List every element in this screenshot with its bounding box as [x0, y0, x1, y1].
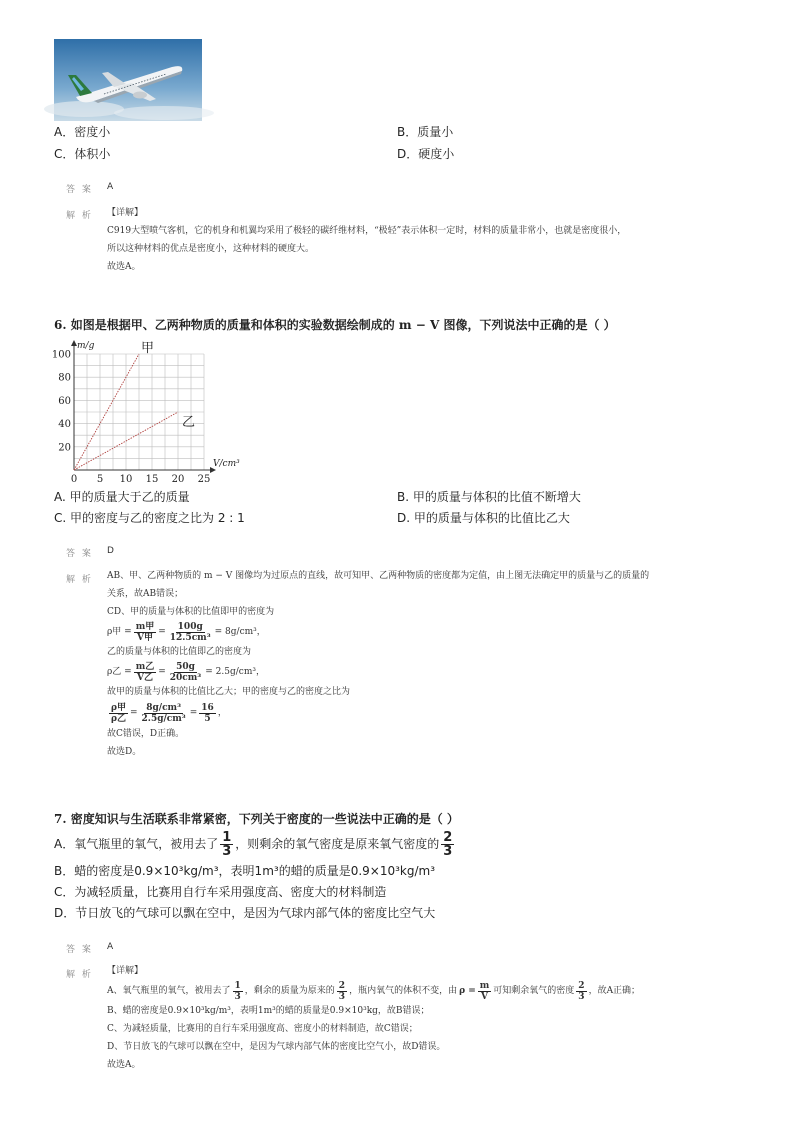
denominator: 3: [222, 843, 232, 859]
q7-explain-line: C、为减轻质量，比赛用的自行车采用强度高、密度小的材料制造，故C错误；: [107, 1024, 418, 1034]
q6-explain-tag: 解 析: [66, 575, 93, 585]
eq-sign: =: [189, 708, 198, 718]
q5-explain-line: 故选A。: [107, 262, 141, 272]
eq-sign: =: [158, 627, 166, 637]
eq-sign: =: [130, 708, 138, 718]
q5-explain-tag: 解 析: [66, 211, 93, 221]
q5-explain-line: C919大型喷气客机，它的机身和机翼均采用了极轻的碳纤维材料，“极轻”表示体积一定时，材料的质量非常小，也就是密度很小，: [107, 226, 627, 236]
q7-title: 7. 密度知识与生活联系非常紧密，下列关于密度的一些说法中正确的是（ ）: [54, 812, 459, 826]
denominator: V: [481, 991, 488, 1002]
q6-explain-line: 故C错误，D正确。: [107, 729, 185, 739]
y-tick-label: 80: [58, 372, 71, 384]
q6-explain-line: CD、甲的质量与体积的比值即甲的密度为: [107, 607, 275, 617]
eq-lhs: ρ乙 =: [107, 667, 132, 677]
q5-option-d[interactable]: D．硬度小: [397, 147, 455, 161]
numerator: 8g/cm³: [146, 702, 182, 713]
denominator: ρ乙: [111, 713, 126, 724]
q6-chart-svg: [51, 336, 254, 486]
q5-explain: [107, 204, 626, 276]
q7-option-d[interactable]: D．节日放飞的气球可以飘在空中，是因为气球内部气体的密度比空气大: [54, 906, 436, 920]
y-tick-label: 60: [58, 395, 71, 407]
fraction-one-third: [220, 831, 233, 858]
eq-result: = 2.5g/cm³，: [205, 667, 265, 677]
q7-answer-tag: 答 案: [66, 945, 93, 955]
fraction: [233, 981, 243, 1002]
series-label: 甲: [141, 341, 155, 356]
numerator: 16: [201, 702, 214, 713]
q7-option-c[interactable]: C．为减轻质量，比赛用自行车采用强度高、密度大的材料制造: [54, 885, 387, 899]
denominator: 3: [338, 991, 346, 1002]
numerator: 2: [443, 829, 453, 845]
q7-explain-line: B、蜡的密度是0.9×10³kg/m³，表明1m³的蜡的质量是0.9×10³kg，故B错误；: [107, 1006, 430, 1016]
x-tick-label: 10: [119, 474, 133, 485]
fraction: [168, 622, 213, 643]
rho-symbol: ρ =: [459, 986, 476, 996]
y-axis-label: m/g: [77, 341, 95, 351]
x-tick-label: 20: [171, 474, 185, 485]
q7-explain-line-a: [107, 980, 640, 1002]
q7-explain: [107, 962, 640, 1074]
numerator: 50g: [176, 661, 195, 672]
eq-sign: =: [158, 667, 166, 677]
q6-eq1: [107, 621, 649, 643]
q6-chart: [51, 336, 254, 486]
numerator: 1: [222, 829, 232, 845]
text: 可知剩余氧气的密度: [493, 986, 575, 996]
y-tick-label: 40: [58, 419, 71, 431]
q7-option-a-pre: A．氧气瓶里的氧气，被用去了: [54, 837, 219, 851]
q6-option-b[interactable]: B. 甲的质量与体积的比值不断增大: [397, 490, 581, 504]
q7-option-a[interactable]: [54, 830, 456, 858]
q5-option-b[interactable]: B．质量小: [397, 125, 454, 139]
airplane-photo: [54, 39, 202, 121]
y-tick-label: 100: [51, 349, 71, 361]
q6-option-d[interactable]: D. 甲的质量与体积的比值比乙大: [397, 511, 570, 525]
fraction: [140, 703, 188, 724]
fraction: [199, 703, 216, 724]
q7-option-b[interactable]: B．蜡的密度是0.9×10³kg/m³，表明1m³的蜡的质量是0.9×10³kg/m³: [54, 864, 436, 878]
eq-result: = 8g/cm³，: [214, 627, 266, 637]
denominator: 12.5cm³: [169, 632, 211, 643]
fraction: [337, 981, 347, 1002]
text: ，剩余的质量为原来的: [244, 986, 335, 996]
q7-explain-line: 故选A。: [107, 1060, 141, 1070]
text: ，故A正确；: [588, 986, 641, 996]
q6-explain-line: 乙的质量与体积的比值即乙的密度为: [107, 647, 252, 657]
q6-explain: [107, 567, 649, 761]
q7-answer: A: [107, 942, 114, 952]
numerator: m甲: [135, 621, 155, 632]
fraction-two-thirds: [441, 831, 454, 858]
q6-explain-line: 关系，故AB错误；: [107, 589, 184, 599]
eq-tail: ，: [217, 708, 227, 718]
q6-option-c[interactable]: C. 甲的密度与乙的密度之比为 2 : 1: [54, 511, 245, 525]
series-label: 乙: [182, 415, 196, 430]
numerator: m乙: [135, 661, 155, 672]
q6-explain-line: AB、甲、乙两种物质的 m − V 图像均为过原点的直线，故可知甲、乙两种物质的密度都为定值，由上图无法确定甲的质量与乙的质量的: [107, 571, 650, 581]
fraction: [134, 622, 157, 643]
q6-eq2: [107, 661, 649, 683]
denominator: 20cm³: [169, 672, 202, 683]
q5-option-c[interactable]: C．体积小: [54, 147, 111, 161]
denominator: V甲: [136, 632, 153, 643]
x-tick-label: 25: [197, 474, 211, 485]
denominator: 3: [234, 991, 241, 1002]
q6-option-a[interactable]: A. 甲的质量大于乙的质量: [54, 490, 190, 504]
q5-explain-line: 【详解】: [107, 208, 144, 218]
fraction: [109, 703, 128, 724]
denominator: 3: [443, 843, 453, 859]
denominator: V乙: [136, 672, 153, 683]
q6-answer-tag: 答 案: [66, 549, 93, 559]
numerator: 2: [578, 980, 585, 991]
numerator: m: [479, 980, 490, 991]
q6-answer: D: [107, 546, 114, 556]
text: ，瓶内氧气的体积不变，由: [349, 986, 458, 996]
q6-explain-line: 故甲的质量与体积的比值比乙大；甲的密度与乙的密度之比为: [107, 687, 351, 697]
denominator: 2.5g/cm³: [141, 713, 186, 724]
y-tick-label: 20: [58, 442, 71, 454]
denominator: 5: [204, 713, 211, 724]
x-tick-label: 0: [70, 474, 78, 485]
numerator: 1: [234, 980, 241, 991]
q5-answer-tag: 答 案: [66, 185, 93, 195]
numerator: 100g: [177, 621, 203, 632]
q6-explain-line: 故选D。: [107, 747, 142, 757]
x-tick-label: 15: [145, 474, 159, 485]
q5-explain-line: 所以这种材料的优点是密度小，这种材料的硬度大。: [107, 244, 315, 254]
x-axis-label: V/cm³: [213, 459, 240, 469]
fraction: [168, 662, 203, 683]
q6-eq3: [107, 701, 649, 725]
fraction: [134, 662, 157, 683]
q5-option-a[interactable]: A．密度小: [54, 125, 111, 139]
fraction: [576, 981, 586, 1002]
q7-option-a-mid: ，则剩余的氧气密度是原来氧气密度的: [235, 837, 440, 851]
q7-explain-line: 【详解】: [107, 966, 144, 976]
q6-title: 6. 如图是根据甲、乙两种物质的质量和体积的实验数据绘制成的 m − V 图像，下列说法中正确的是（ ）: [54, 318, 616, 332]
numerator: ρ甲: [111, 702, 126, 713]
x-tick-label: 5: [96, 474, 104, 485]
q7-explain-line: D、节日放飞的气球可以飘在空中，是因为气球内部气体的密度比空气小，故D错误。: [107, 1042, 446, 1052]
numerator: 2: [338, 980, 346, 991]
q5-answer: A: [107, 182, 114, 192]
text: A、氧气瓶里的氧气，被用去了: [107, 986, 231, 996]
q7-explain-tag: 解 析: [66, 970, 93, 980]
denominator: 3: [578, 991, 585, 1002]
eq-lhs: ρ甲 =: [107, 627, 132, 637]
fraction: [478, 981, 492, 1002]
